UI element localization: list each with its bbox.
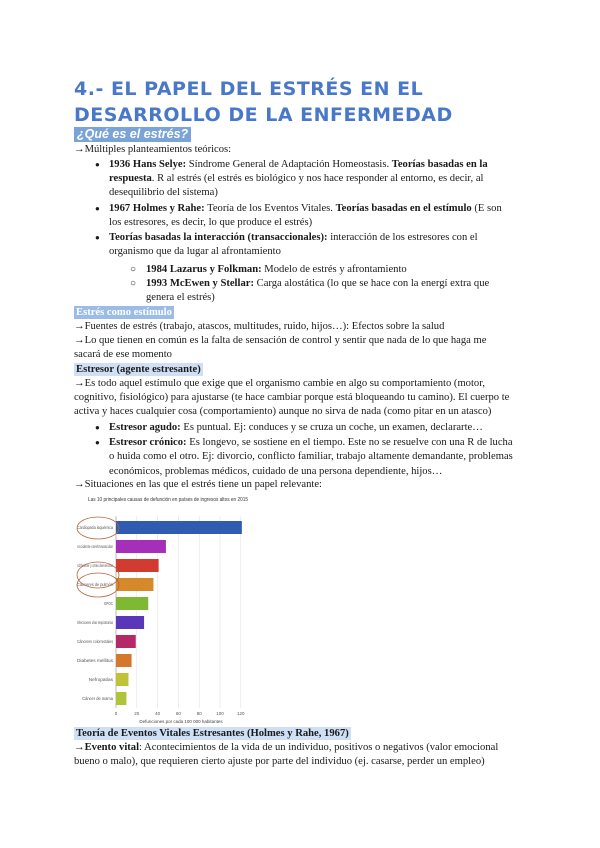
stressor-heading: Estresor (agente estresante) bbox=[76, 364, 201, 375]
category-label: EPOC bbox=[104, 601, 113, 606]
situations-line: →Situaciones en las que el estrés tiene un papel relevante: bbox=[74, 479, 322, 490]
category-label: Infecciones vías respiratorias bbox=[77, 620, 113, 625]
stressor-paragraph: →Es todo aquel estímulo que exige que el organismo cambie en algo su comportamiento (motor, cognitivo, fisiológico) para ajustarse (te hace cambiar porque está bloqueando tu camino). El cuerpo te activa y haces cualquier cosa (comportamiento) aunque no sirva de nada (como pitar en un atasco) bbox=[74, 378, 510, 418]
category-label: Cáncer de mama bbox=[82, 696, 114, 701]
stimulus-line: →Fuentes de estrés (trabajo, atascos, multitudes, ruido, hijos…): Efectos sobre la salud bbox=[74, 321, 445, 332]
causes-of-death-chart bbox=[76, 492, 252, 724]
chart-bar bbox=[116, 597, 148, 610]
section-subtitle: ¿Qué es el estrés? bbox=[74, 127, 191, 142]
category-label: Nefropatías bbox=[88, 677, 113, 682]
x-tick-label: 60 bbox=[175, 711, 181, 716]
x-tick-label: 80 bbox=[196, 711, 202, 716]
list-item: ● 1936 Hans Selye: Síndrome General de Adaptación Homeostasis. Teorías basadas en la respuesta. R al estrés (el estrés es biológico y nos hace responder al entorno, es decir, al desequilibrio del sistema) bbox=[95, 158, 513, 201]
list-item: ● Teorías basadas la interacción (transaccionales): interacción de los estresores con el organismo que da lugar al afrontamiento bbox=[95, 231, 513, 259]
page-title: 4.- EL PAPEL DEL ESTRÉS EN EL DESARROLLO DE LA ENFERMEDAD bbox=[74, 78, 453, 126]
category-label: Diabetes mellitus bbox=[77, 658, 113, 663]
stimulus-heading: Estrés como estímulo bbox=[76, 307, 172, 318]
category-label: Accidente cerebrovascular bbox=[77, 544, 114, 549]
category-label: Cánceres colorrectales bbox=[77, 639, 113, 644]
theories-list bbox=[95, 158, 513, 260]
list-item: ● Estresor crónico: Es longevo, se sostiene en el tiempo. Este no se resuelve con una R de lucha o huida como el otro. Ej: divorcio, conflicto familiar, trabajo altamente demandante, problemas económicos, problemas médicos, cuidado de una persona dependiente, hijos… bbox=[95, 436, 513, 479]
chart-bar bbox=[116, 521, 242, 534]
x-axis-label: Defunciones por cada 100 000 habitantes bbox=[139, 719, 223, 724]
x-tick-label: 120 bbox=[237, 711, 245, 716]
chart-bar bbox=[116, 540, 166, 553]
x-tick-label: 100 bbox=[216, 711, 224, 716]
list-item: ○ 1984 Lazarus y Folkman: Modelo de estrés y afrontamiento bbox=[130, 263, 514, 277]
holmes-heading: Teoría de Eventos Vitales Estresantes (Holmes y Rahe, 1967) bbox=[76, 728, 349, 739]
chart-bar bbox=[116, 578, 153, 591]
list-item: ○ 1993 McEwen y Stellar: Carga alostática (lo que se hace con la energí extra que genera el estrés) bbox=[130, 277, 514, 305]
stressor-types-list bbox=[95, 421, 513, 480]
sub-theories-list bbox=[130, 263, 514, 306]
chart-bar bbox=[116, 654, 132, 667]
x-tick-label: 0 bbox=[114, 711, 118, 716]
category-label: Alzheimer y otras demencias bbox=[77, 563, 113, 568]
category-label: Cardiopatía isquémica bbox=[77, 525, 114, 530]
chart-bar bbox=[116, 673, 128, 686]
chart-bar bbox=[116, 559, 159, 572]
chart-bar bbox=[116, 635, 136, 648]
list-item: ● 1967 Holmes y Rahe: Teoría de los Eventos Vitales. Teorías basadas en el estímulo (E son los estresores, es decir, lo que produce el estrés) bbox=[95, 202, 513, 230]
list-item: ● Estresor agudo: Es puntual. Ej: conduces y se cruza un coche, un examen, declararte… bbox=[95, 421, 513, 435]
vital-event-paragraph: →Evento vital: Acontecimientos de la vida de un individuo, positivos o negativos (valor emocional bueno o malo), que requieren cierto ajuste por parte del individuo (ej. casarse, perder un empleo) bbox=[74, 742, 499, 768]
chart-title: Las 10 principales causas de defunción en países de ingresos altos en 2015 bbox=[88, 497, 248, 503]
stimulus-line: →Lo que tienen en común es la falta de sensación de control y sentir que nada de lo que haga me sacará de ese momento bbox=[74, 335, 487, 361]
category-label: Cánceres de pulmón bbox=[77, 582, 114, 587]
x-tick-label: 40 bbox=[155, 711, 161, 716]
chart-bar bbox=[116, 616, 144, 629]
x-tick-label: 20 bbox=[134, 711, 140, 716]
chart-bar bbox=[116, 692, 126, 705]
intro-line: →Múltiples planteamientos teóricos: bbox=[74, 144, 232, 155]
